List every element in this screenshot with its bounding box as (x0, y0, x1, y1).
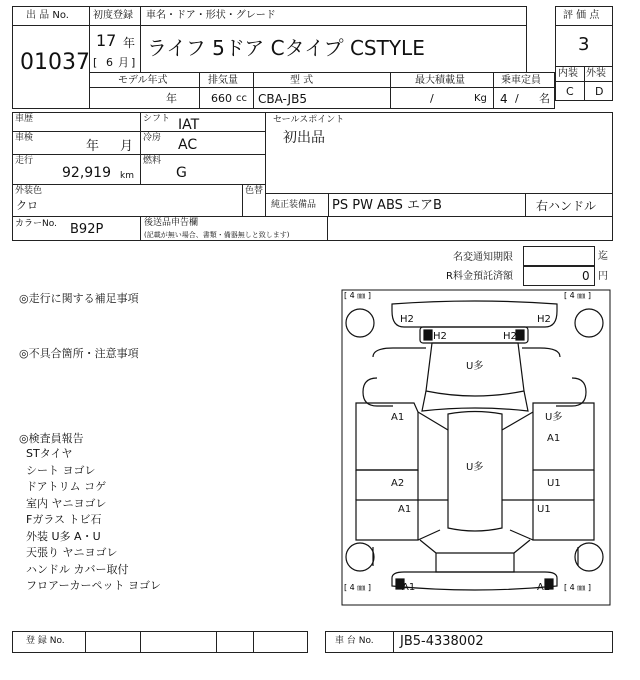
rear-body (420, 540, 530, 553)
mark-hood: U多 (466, 361, 484, 372)
name-change-label: 名変通知期限 (453, 252, 513, 263)
color-no-value: B92P (70, 222, 104, 237)
reg-no-label: 登 録 No. (26, 636, 65, 646)
rear-bumper (392, 572, 557, 590)
first-reg-label: 初度登録 (93, 10, 133, 21)
inspection-year: 年 (86, 139, 100, 154)
model-name: ライフ 5ドア Cタイプ CSTYLE (147, 36, 425, 60)
exterior-value: D (595, 85, 604, 98)
score-label: 評 価 点 (563, 10, 600, 21)
mark-front-fender-left: A1 (391, 412, 405, 423)
inspector-line: 天張り ヤニヨゴレ (26, 546, 118, 559)
ac-value: AC (178, 137, 198, 153)
first-reg-year: 17 (96, 31, 117, 50)
chassis-no: JB5-4338002 (400, 634, 484, 649)
fuel-label: 燃料 (143, 156, 162, 166)
model-year-unit: 年 (166, 92, 177, 105)
displacement-value: 660 (211, 92, 232, 105)
inspection-month: 月 (120, 139, 134, 154)
driving-notes-label: ◎走行に関する補足事項 (19, 292, 139, 305)
inspection-label: 車検 (15, 133, 34, 143)
capacity-unit: 名 (539, 92, 550, 105)
first-reg-month-unit: 月 (118, 56, 129, 69)
equipment-value: PS PW ABS エアB (332, 198, 442, 213)
recolor-label: 色替 (245, 186, 264, 196)
mark-grille-right: H2 (503, 331, 517, 342)
docs-note: (記載が無い場合、書類・備器無しと致します) (144, 231, 290, 239)
chassis-label: 車 台 No. (335, 636, 374, 646)
mark-front-fender-right: A1 (547, 433, 561, 444)
front-bumper (392, 301, 557, 327)
max-load-unit: Kg (474, 93, 487, 104)
max-load-sep: / (430, 92, 434, 105)
capacity-label: 乗車定員 (501, 75, 541, 86)
interior-value: C (566, 85, 574, 98)
defects-notes-label: ◎不具合箇所・注意事項 (19, 347, 139, 360)
mark-rear-door-left: A1 (398, 504, 412, 515)
score-value: 3 (578, 34, 590, 55)
inspector-report-label: ◎検査員報告 (19, 432, 84, 445)
shift-label: シフト (143, 114, 171, 124)
mileage-label: 走行 (15, 156, 34, 166)
mark-rear-bumper-left: A1 (402, 582, 416, 593)
model-label: 車名・ドア・形状・グレード (146, 10, 276, 21)
front-fender-left (356, 403, 418, 470)
tire-depth-br: [ 4 ㎜ ] (564, 583, 591, 592)
model-year-label: モデル年式 (118, 75, 168, 86)
inspector-line: STタイヤ (26, 447, 73, 460)
ext-color-value: クロ (16, 199, 38, 212)
displacement-unit: cc (236, 93, 247, 104)
mileage-unit: km (120, 171, 134, 181)
lot-no: 01037 (20, 50, 90, 75)
first-reg-month-bracket-close: ] (131, 56, 136, 69)
tire-front-right (575, 309, 603, 337)
mark-front-bumper-right: H2 (537, 314, 551, 325)
name-change-unit: 迄 (598, 251, 608, 262)
tire-rear-right (575, 543, 603, 571)
mark-rear-bumper-right: A2 (537, 582, 551, 593)
color-no-label: カラーNo. (15, 219, 57, 229)
mark-rear-door-right: U1 (537, 504, 551, 515)
capacity-value: 4 (500, 92, 508, 106)
mark-front-door-right: U1 (547, 478, 561, 489)
recycle-value: 0 (582, 269, 590, 283)
equipment-label: 純正装備品 (271, 200, 317, 210)
inspector-line: シート ヨゴレ (26, 463, 96, 477)
docs-label: 後送品申告欄 (144, 218, 199, 228)
shift-value: IAT (178, 117, 200, 133)
mark-front-door-left: A2 (391, 478, 405, 489)
mark-roof: U多 (466, 462, 484, 473)
exterior-label: 外装 (586, 68, 606, 79)
fuel-value: G (176, 165, 187, 181)
type-label: 型 式 (290, 75, 314, 86)
mark-front-fender-right-top: U多 (545, 412, 563, 423)
capacity-sep: / (515, 92, 519, 105)
inspector-line: フロアーカーペット ヨゴレ (26, 579, 161, 592)
first-reg-year-unit: 年 (123, 36, 136, 50)
inspector-line: ハンドル カバー取付 (26, 562, 129, 576)
tire-depth-bl: [ 4 ㎜ ] (344, 583, 371, 592)
first-reg-month: 6 (106, 56, 113, 69)
tire-depth-tl: [ 4 ㎜ ] (344, 291, 371, 300)
interior-label: 内装 (558, 68, 578, 79)
type-value: CBA-JB5 (258, 92, 307, 106)
sales-point-label: セールスポイント (273, 115, 345, 125)
recycle-label: R料金預託済額 (446, 271, 513, 282)
lot-no-label: 出 品 No. (26, 10, 69, 21)
tire-rear-left (346, 543, 374, 571)
history-label: 車歴 (15, 114, 34, 124)
mileage-value: 92,919 (62, 165, 111, 181)
inspector-line: ドアトリム コゲ (26, 480, 107, 493)
first-reg-month-bracket: [ (93, 56, 98, 69)
ac-label: 冷房 (143, 133, 162, 143)
displacement-label: 排気量 (208, 75, 238, 86)
tire-front-left (346, 309, 374, 337)
steering-value: 右ハンドル (536, 199, 597, 213)
mark-front-bumper-left: H2 (400, 314, 414, 325)
max-load-label: 最大積載量 (415, 75, 465, 86)
ext-color-label: 外装色 (15, 186, 43, 196)
front-fender-right (533, 403, 594, 470)
inspector-line: Fガラス トビ石 (26, 513, 102, 526)
sales-point-value: 初出品 (283, 130, 325, 146)
recycle-unit: 円 (598, 271, 608, 282)
mark-grille-left: H2 (433, 331, 447, 342)
inspector-line: 外装 U多 A・U (26, 529, 101, 543)
inspector-line: 室内 ヤニヨゴレ (26, 496, 107, 510)
tire-depth-tr: [ 4 ㎜ ] (564, 291, 591, 300)
